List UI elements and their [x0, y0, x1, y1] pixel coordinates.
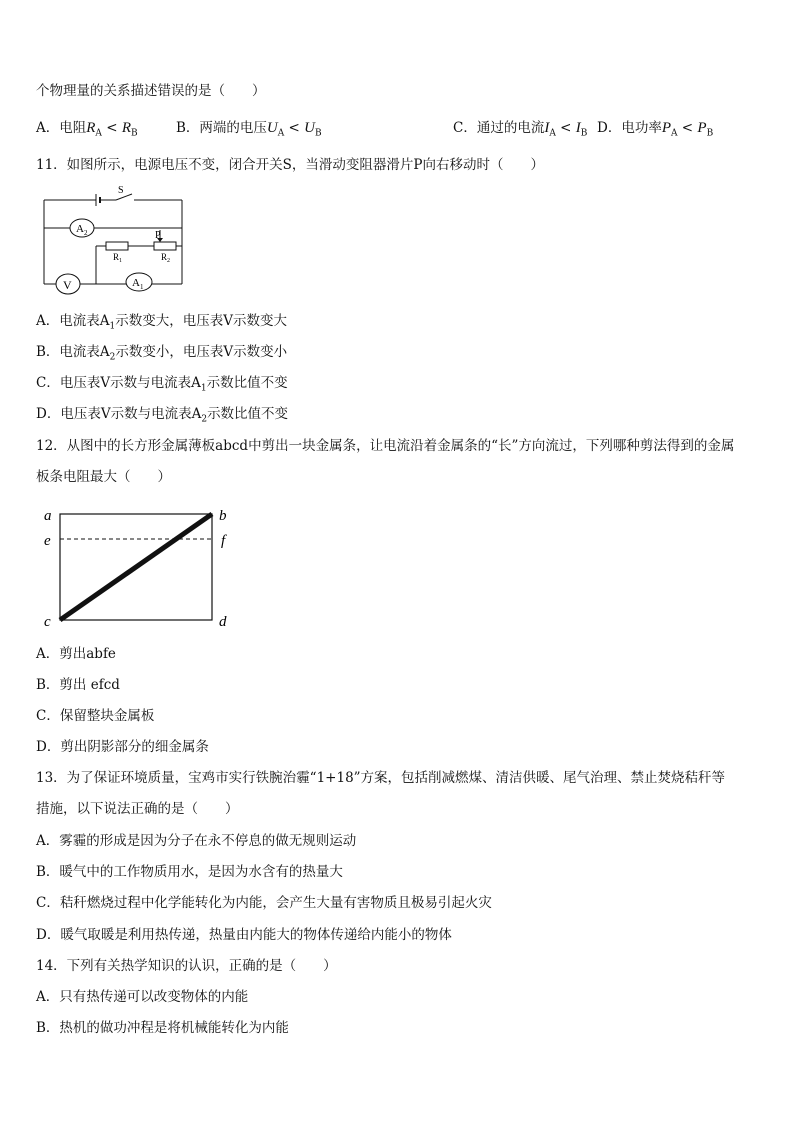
q14-stem: 14．下列有关热学知识的认识，正确的是（ ）	[36, 958, 337, 974]
voltmeter-label: V	[63, 278, 72, 292]
q10-option-a: A．电阻$R_A < R_B$	[36, 120, 138, 139]
q10-option-d: D．电功率$P_A < P_B$	[597, 120, 714, 139]
q11-option-a: A．电流表$A_1$示数变大，电压表V示数变大	[36, 313, 287, 332]
q11-option-d: D．电压表V示数与电流表$A_2$示数比值不变	[36, 406, 289, 425]
q13-option-b: B．暖气中的工作物质用水，是因为水含有的热量大	[36, 864, 343, 880]
q13-stem-line1: 13．为了保证环境质量，宝鸡市实行铁腕治霾“1+18”方案，包括削减燃煤、清洁供暖、尾气治理、禁止焚烧秸秆等	[36, 770, 726, 786]
q11-option-c: C．电压表V示数与电流表$A_1$示数比值不变	[36, 375, 288, 394]
q13-option-d: D．暖气取暖是利用热传递，热量由内能大的物体传递给内能小的物体	[36, 927, 452, 943]
q14-option-a: A．只有热传递可以改变物体的内能	[36, 989, 249, 1005]
q10-option-b: B．两端的电压$U_A < U_B$	[176, 120, 322, 139]
q12-option-d: D．剪出阴影部分的细金属条	[36, 739, 209, 755]
switch-label: S	[118, 185, 124, 196]
ammeter-a2-label: $A_2$	[76, 223, 88, 237]
q13-option-a: A．雾霾的形成是因为分子在永不停息的做无规则运动	[36, 833, 357, 849]
resistor-r1-label: $R_1$	[113, 252, 123, 264]
q14-option-b: B．热机的做功冲程是将机械能转化为内能	[36, 1020, 289, 1036]
q11-circuit-diagram	[36, 180, 196, 300]
corner-label-b: b	[219, 508, 227, 524]
q12-option-c: C．保留整块金属板	[36, 708, 155, 724]
q12-stem-line2: 板条电阻最大（ ）	[36, 469, 171, 485]
corner-label-a: a	[44, 508, 52, 524]
corner-label-d: d	[219, 614, 227, 630]
q10-option-c: C．通过的电流$I_A < I_B$	[453, 120, 588, 139]
q12-option-b: B．剪出 efcd	[36, 677, 120, 693]
q12-stem-line1: 12．从图中的长方形金属薄板abcd中剪出一块金属条，让电流沿着金属条的“长”方向流过，下列哪种剪法得到的金属	[36, 438, 735, 454]
resistor-r2-label: $R_2$	[161, 252, 171, 264]
q10-stem-tail: 个物理量的关系描述错误的是（ ）	[36, 83, 266, 99]
q12-metal-plate-figure	[36, 500, 246, 630]
ammeter-a1-label: $A_1$	[132, 277, 144, 291]
q12-option-a: A．剪出abfe	[36, 646, 116, 662]
slider-p-label: P	[155, 230, 161, 241]
shaded-thin-strip	[60, 514, 212, 620]
q11-option-b: B．电流表$A_2$示数变小，电压表V示数变小	[36, 344, 288, 363]
q13-option-c: C．秸秆燃烧过程中化学能转化为内能，会产生大量有害物质且极易引起火灾	[36, 895, 492, 911]
corner-label-c: c	[44, 614, 51, 630]
q11-stem: 11．如图所示，电源电压不变，闭合开关S，当滑动变阻器滑片P向右移动时（ ）	[36, 157, 545, 173]
q13-stem-line2: 措施，以下说法正确的是（ ）	[36, 801, 239, 817]
edge-label-e: e	[44, 533, 51, 549]
edge-label-f: f	[221, 533, 226, 549]
